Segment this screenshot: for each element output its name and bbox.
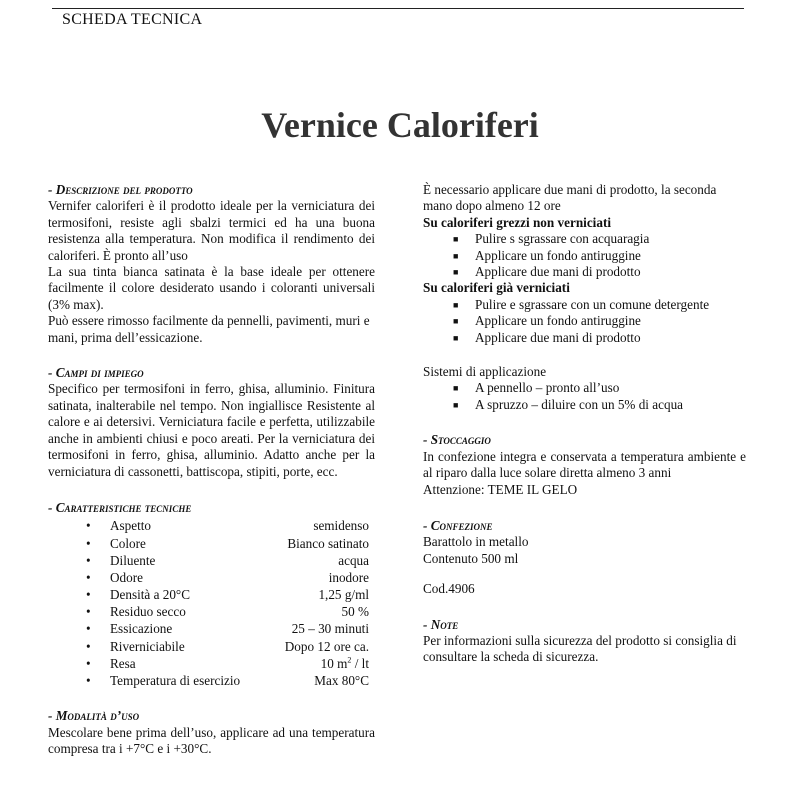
list-item: ■ Pulire e sgrassare con un comune detergente	[453, 296, 710, 312]
bullet: •	[86, 587, 91, 603]
spec-value: acqua	[338, 552, 369, 568]
bullet: ■	[453, 316, 459, 327]
spec-value: 25 – 30 minuti	[291, 621, 369, 637]
warning-text: Attenzione: TEME IL GELO	[423, 481, 578, 497]
bullet: •	[86, 673, 91, 688]
packaging-line: Contenuto 500 ml	[423, 550, 519, 566]
spec-label: Diluente	[110, 552, 156, 568]
section-title: - Descrizione del prodotto	[48, 182, 193, 197]
paragraph: Vernifer caloriferi è il prodotto ideale per la verniciatura dei termosifoni, resiste agli sbalzi termici ed ha una buona resistenza alla temperatura. Non modifica il rendimento dei caloriferi. È pronto all’uso	[48, 198, 375, 263]
paragraph: Può essere rimosso facilmente da pennelli, pavimenti, muri e mani, prima dell’essicazione.	[48, 313, 370, 345]
bullet: •	[86, 621, 91, 637]
paragraph: La sua tinta bianca satinata è la base ideale per ottenere facilmente il colore desiderato usando i coloranti universali (3% max).	[48, 264, 375, 312]
spec-label: Essicazione	[110, 621, 173, 637]
spec-row	[48, 586, 375, 603]
header-rule	[52, 8, 744, 9]
spec-row	[48, 552, 375, 569]
section-confezione	[423, 518, 746, 598]
spec-row	[48, 535, 375, 552]
steps-list-grezzi	[423, 231, 746, 280]
section-stoccaggio	[423, 432, 746, 498]
spec-row	[48, 672, 375, 689]
bullet: ■	[453, 299, 459, 310]
application-systems-list	[423, 380, 746, 413]
section-title: - Modalità d’uso	[48, 708, 140, 724]
spec-label: Riverniciabile	[110, 638, 185, 654]
bullet: •	[86, 569, 91, 585]
left-column	[48, 182, 375, 757]
section-title: - Confezione	[423, 517, 493, 533]
spec-label: Aspetto	[110, 518, 152, 534]
bullet: •	[86, 655, 91, 671]
bullet: ■	[453, 383, 459, 394]
bullet: ■	[453, 399, 459, 410]
paragraph: Specifico per termosifoni in ferro, ghisa, alluminio. Finitura satinata, inalterabile nel tempo. Non ingiallisce Resistente al calore e ai detersivi. Verniciatura facile e perfetta, utilizzabile anche in ambienti chiusi e poco areati. Per la verniciatura dei termosifoni in ferro, ghisa, alluminio. Adatto anche per la verniciatura di cassonetti, battiscopa, stipiti, porte, ecc.	[48, 381, 375, 479]
document-title: Vernice Caloriferi	[261, 105, 539, 145]
bullet: ■	[453, 234, 459, 245]
spec-label: Odore	[110, 569, 143, 585]
section-title: - Caratteristiche tecniche	[48, 499, 192, 515]
bullet: ■	[453, 267, 459, 278]
paragraph: Mescolare bene prima dell’uso, applicare ad una temperatura compresa tra i +7°C e i +30°C.	[48, 724, 375, 756]
spec-row	[48, 638, 375, 655]
bullet: •	[86, 638, 91, 654]
spec-value: semidenso	[313, 518, 369, 534]
section-descrizione	[48, 182, 375, 346]
paragraph: Per informazioni sulla sicurezza del prodotto si consiglia di consultare la scheda di sicurezza.	[423, 632, 737, 665]
section-title: - Campi di impiego	[48, 365, 144, 381]
subsection-title: Sistemi di applicazione	[423, 364, 547, 380]
spec-value: Dopo 12 ore ca.	[284, 638, 369, 654]
steps-list-verniciati	[423, 297, 746, 346]
list-item: ■ Applicare un fondo antiruggine	[453, 313, 641, 329]
spec-value: Bianco satinato	[287, 535, 369, 551]
spec-label: Colore	[110, 535, 146, 551]
spec-list	[48, 517, 375, 689]
bullet: •	[86, 604, 91, 620]
section-campi	[48, 365, 375, 480]
list-item: ■ Applicare due mani di prodotto	[453, 264, 641, 280]
packaging-line: Barattolo in metallo	[423, 534, 529, 550]
spec-label: Temperatura di esercizio	[110, 673, 241, 688]
spec-value: Max 80°C	[314, 673, 369, 688]
spec-label: Residuo secco	[110, 604, 186, 620]
bullet: •	[86, 552, 91, 568]
spec-row	[48, 517, 375, 534]
spec-row	[48, 569, 375, 586]
product-code: Cod.4906	[423, 581, 475, 597]
paragraph: In confezione integra e conservata a temperatura ambiente e al riparo dalla luce solare diretta almeno 3 anni	[423, 448, 746, 481]
spec-value: 1,25 g/ml	[318, 587, 369, 603]
section-note	[423, 617, 746, 666]
list-item: ■ A pennello – pronto all’uso	[453, 380, 620, 396]
spec-value: 50 %	[341, 604, 369, 620]
bullet: •	[86, 535, 91, 551]
bullet: ■	[453, 332, 459, 343]
spec-value: inodore	[328, 569, 369, 585]
list-item: ■ Applicare un fondo antiruggine	[453, 247, 641, 263]
bullet: •	[86, 518, 91, 534]
section-caratteristiche	[48, 500, 375, 689]
list-item: ■ A spruzzo – diluire con un 5% di acqua	[453, 396, 684, 412]
paragraph: È necessario applicare due mani di prodotto, la seconda mano dopo almeno 12 ore	[423, 182, 717, 214]
list-item: ■ Pulire s sgrassare con acquaragia	[453, 231, 650, 247]
spec-value: 10 $m^2$ / lt	[320, 655, 369, 671]
spec-label: Densità a 20°C	[110, 587, 190, 603]
spec-row	[48, 603, 375, 620]
document-type-label: SCHEDA TECNICA	[62, 11, 203, 28]
subsection-title: Su caloriferi grezzi non verniciati	[423, 214, 611, 230]
right-column	[423, 182, 746, 666]
subsection-title: Su caloriferi già verniciati	[423, 280, 570, 296]
bullet: ■	[453, 250, 459, 261]
section-title: - Stoccaggio	[423, 432, 491, 448]
modalita-continuation	[423, 182, 746, 413]
section-modalita	[48, 708, 375, 757]
section-title: - Note	[423, 616, 459, 632]
list-item: ■ Applicare due mani di prodotto	[453, 329, 641, 345]
spec-row	[48, 620, 375, 637]
spec-row	[48, 655, 375, 672]
spec-label: Resa	[110, 655, 136, 671]
